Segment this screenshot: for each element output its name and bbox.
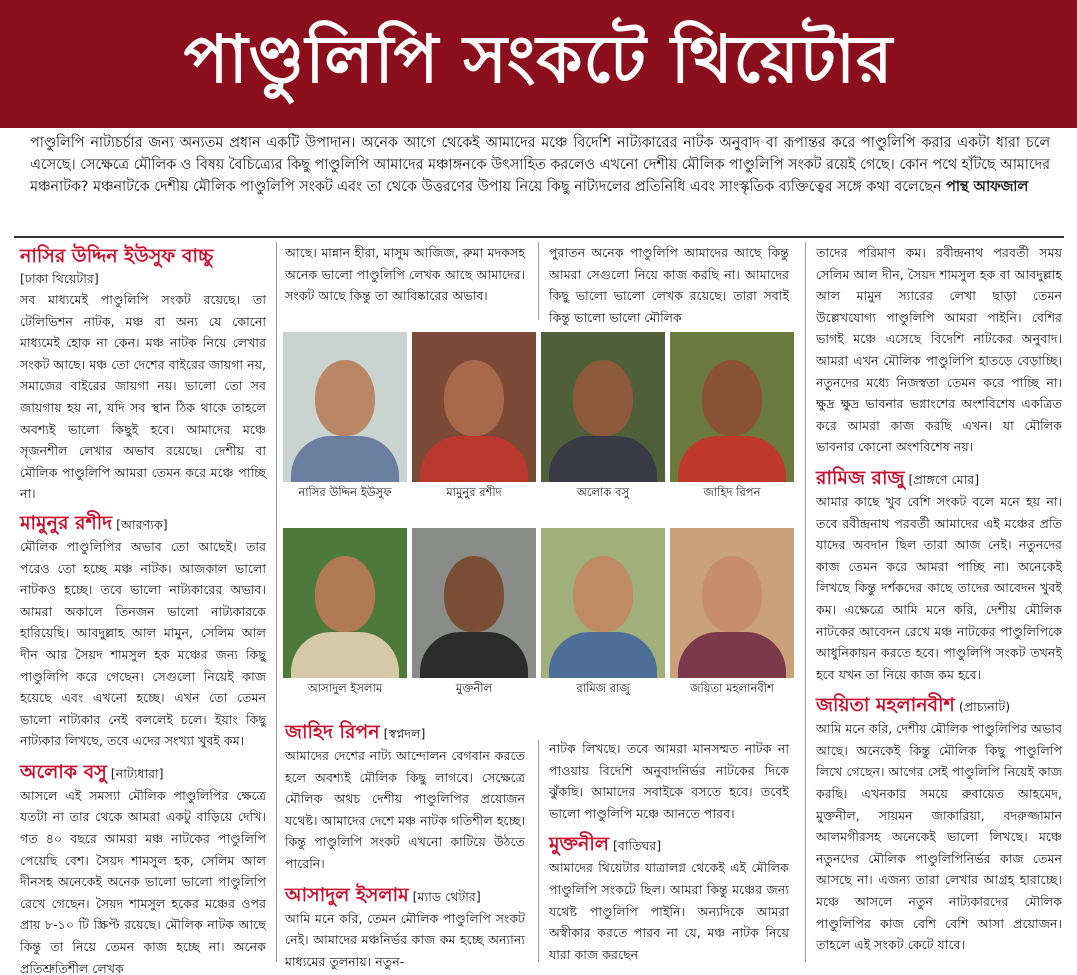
portrait-caption: অলোক বসু: [576, 485, 630, 499]
face-shape: [702, 360, 762, 436]
section-divider: [14, 236, 1064, 238]
column-divider: [276, 242, 277, 962]
face-shape: [315, 556, 375, 632]
face-shape: [444, 360, 504, 436]
interview-text-continued: নাটক লিখছে। তবে আমরা মানসম্মত নাটক না পাওয়ায় বিদেশি অনুবাদনির্ভর নাটকের দিকে ঝুঁকছি। আমাদের সবাইকে বসতে হবে। তবেই ভালো পাণ্ডুলিপি মঞ্চে আনতে পারব।: [549, 741, 789, 821]
organization-label: [প্রাঙ্গণে মোর]: [908, 471, 980, 487]
interview-heading: [549, 832, 789, 857]
interviewee-name: মুক্তনীল: [549, 833, 609, 856]
portrait-image: [670, 528, 794, 678]
torso-shape: [291, 632, 399, 678]
organization-label: [বাতিঘর]: [612, 838, 662, 854]
portrait-image: [541, 332, 665, 482]
torso-shape: [678, 436, 786, 482]
face-shape: [573, 360, 633, 436]
interview-heading: [285, 883, 525, 908]
column-3-lower: [549, 738, 789, 965]
interview-heading: [20, 760, 266, 785]
interview-text: আমাদের থিয়েটার যাত্রালগ্ন থেকেই এই মৌলিক পাণ্ডুলিপি সংকটে ছিল। আমরা কিন্তু মঞ্চের জন্য যথেষ্ট পাণ্ডুলিপি পাইনি। অন্যদিকে আমরা অস্বীকার করতে পারব না যে, মঞ্চ নাটক নিয়ে যারা কাজ করছেন: [549, 860, 789, 962]
interview-text: সব মাধ্যমেই পাণ্ডুলিপি সংকট রয়েছে। তা টেলিভিশন নাটক, মঞ্চ বা অন্য যে কোনো মাধ্যমেই হোক না কেন। মঞ্চ নাটক নিয়ে লেখার সংকট আছে। মঞ্চ তো দেশের বাইরের জায়গা নয়, সমাজের বাইরের জায়গা নয়। ভালো তো সব জায়গায় হয় না, যদি সব স্থান ঠিক থাকে তাহলে অবশ্যই ভালো কিছুই হবে। আমাদের মঞ্চে সৃজনশীল লেখার অভাব রয়েছে। দেশীয় বা মৌলিক পাণ্ডুলিপি আমরা তেমন করে মঞ্চে পাচ্ছি না।: [20, 292, 267, 502]
interview-text: আসলে এই সমস্যা মৌলিক পাণ্ডুলিপির ক্ষেত্রে যতটা না তার থেকে আমরা একটু বাড়িয়ে দেখি। গত ৪০ বছরে আমরা মঞ্চ নাটকের পাণ্ডুলিপি পেয়েছি বেশ। সৈয়দ শামসুল হক, সেলিম আল দীনসহ অনেকেই অনেক ভালো ভালো পাণ্ডুলিপি রেখে গেছেন। সৈয়দ শামসুল হকের মঞ্চের ওপর প্রায় ৮-১০ টি স্ক্রিপ্ট রয়েছে। মৌলিক নাটক আছে কিন্তু তা নিয়ে তেমন কাজ হচ্ছে না। অনেক প্রতিশ্রুতিশীল লেখক: [20, 787, 266, 975]
torso-shape: [420, 436, 528, 482]
interview-text: আমি মনে করি, তেমন মৌলিক পাণ্ডুলিপি সংকট নেই। আমাদের মঞ্চনির্ভর কাজ কম হচ্ছে অন্যান্য মাধ্যমের তুলনায়। নতুন-: [285, 910, 525, 969]
portrait: [541, 332, 665, 504]
column-2: [285, 242, 525, 307]
portrait: [412, 332, 536, 504]
intro-text: পাণ্ডুলিপি নাট্যচর্চার জন্য অন্যতম প্রধান একটি উপাদান। অনেক আগে থেকেই আমাদের মঞ্চে বিদেশি নাট্যকারের নাটক অনুবাদ বা রূপান্তর করে পাণ্ডুলিপি করার একটা ধারা চলে এসেছে। সেক্ষেত্রে মৌলিক ও বিষয় বৈচিত্র্যের কিছু পাণ্ডুলিপি আমাদের মঞ্চাঙ্গনকে উৎসাহিত করলেও এখনো দেশীয় মৌলিক পাণ্ডুলিপি সংকট রয়েই গেছে। কোন পথে হাঁটছে আমাদের মঞ্চনাটক? মঞ্চনাটকে দেশীয় মৌলিক পাণ্ডুলিপি সংকট এবং তা থেকে উত্তরণের উপায় নিয়ে কিছু নাট্যদলের প্রতিনিধি এবং সাংস্কৃতিক ব্যক্তিত্বের সঙ্গে কথা বলেছেন: [30, 135, 1050, 195]
column-divider: [538, 740, 539, 962]
interviewee-name: অলোক বসু: [20, 760, 107, 783]
interview-text: আমাদের দেশের নাট্য আন্দোলন বেগবান করতে হলে অবশ্যই মৌলিক কিছু লাগবে। সেক্ষেত্রে মৌলিক অথচ দেশীয় পাণ্ডুলিপির প্রয়োজন যথেষ্ট। আমাদের দেশে মঞ্চ নাটক গতিশীল হচ্ছে। কিন্তু পাণ্ডুলিপি সংকট এখনো কাটিয়ে উঠতে পারেনি।: [285, 748, 525, 871]
interview-text: আমার কাছে খুব বেশি সংকট বলে মনে হয় না। তবে রবীন্দ্রনাথ পরবর্তী আমাদের এই মঞ্চের প্রতি যাদের অবদান ছিল তারা আজ নেই। নতুনদের কাজ তেমন করে আমরা পাচ্ছি না। অনেকেই লিখছে কিন্তু দর্শকদের কাছে তাদের আবেদন খুবই কম। এক্ষেত্রে আমি মনে করি, দেশীয় মৌলিক নাটকের আবেদন রেখে মঞ্চ নাটকের পাণ্ডুলিপিকে আধুনিকায়ন করতে হবে। পাণ্ডুলিপি সংকট তখনই হবে যখন তা নিয়ে কাজ কম হবে।: [816, 493, 1062, 682]
portrait-image: [283, 332, 407, 482]
interview-heading: [20, 511, 266, 536]
face-shape: [573, 556, 633, 632]
organization-label: (প্রাচ্যনাট): [958, 699, 1011, 715]
portrait: [670, 332, 794, 504]
interviewee-name: রামিজ রাজু: [816, 466, 905, 489]
interviewee-name: জয়িতা মহলানবীশ: [816, 694, 955, 717]
face-shape: [315, 360, 375, 436]
interviewee-name: নাসির উদ্দিন ইউসুফ বাচ্চু: [20, 245, 214, 267]
torso-shape: [549, 436, 657, 482]
column-divider: [805, 242, 806, 962]
headline-banner: [0, 0, 1077, 128]
face-shape: [444, 556, 504, 632]
portrait-caption: জাহিদ রিপন: [703, 485, 761, 499]
portrait-caption: মুক্তনীল: [455, 681, 493, 695]
column-3: [549, 242, 789, 328]
portrait-image: [670, 332, 794, 482]
interview-text-continued: পুরাতন অনেক পাণ্ডুলিপি আমাদের আছে কিন্তু আমরা সেগুলো নিয়ে কাজ করছি না। আমাদের কিছু ভালো ভালো লেখক রয়েছে। তারা সবাই কিন্তু ভালো ভালো মৌলিক: [549, 245, 789, 325]
organization-label: [ম্যাড থেটার]: [412, 888, 481, 904]
portrait-image: [412, 528, 536, 678]
portrait: [283, 332, 407, 504]
torso-shape: [678, 632, 786, 678]
column-divider: [538, 242, 539, 320]
column-1: [20, 242, 266, 975]
torso-shape: [549, 632, 657, 678]
portrait-image: [283, 528, 407, 678]
portrait-caption: আসাদুল ইসলাম: [307, 681, 383, 695]
organization-label: [স্বপ্নদল]: [383, 726, 426, 741]
interview-heading: [20, 244, 266, 269]
portrait: [541, 528, 665, 700]
byline: পান্থ আফজাল: [946, 179, 1029, 195]
portrait-caption: মামুনুর রশীদ: [446, 485, 502, 499]
interviewee-name: জাহিদ রিপন: [285, 721, 380, 743]
column-2-lower: [285, 716, 525, 972]
portrait: [670, 528, 794, 700]
interview-text-continued: আছে। মান্নান হীরা, মাসুম আজিজ, রুমা মদকসহ অনেক ভালো পাণ্ডুলিপি লেখক আছে আমাদের। সংকট আছে কিন্তু তা আবিষ্কারের অভাব।: [285, 245, 525, 304]
portrait-grid: [283, 332, 797, 740]
organization-label: [ঢাকা থিয়েটার]: [20, 271, 99, 286]
interviewee-name: মামুনুর রশীদ: [20, 511, 113, 534]
interview-heading: [816, 693, 1062, 718]
torso-shape: [291, 436, 399, 482]
interview-text: আমি মনে করি, দেশীয় মৌলিক পাণ্ডুলিপির অভাব আছে। অনেকেই কিন্তু মৌলিক কিছু পাণ্ডুলিপি লিখে গেছেন। আগের সেই পাণ্ডুলিপি নিয়েই কাজ করছি। এখনকার সময়ে রুবায়েত আহমেদ, মুক্তনীল, সায়মন জাকারিয়া, বদরুজ্জামান আলমগীরসহ অনেকেই ভালো লিখছে। মঞ্চে নতুনদের মৌলিক পাণ্ডুলিপিনির্ভর কাজ তেমন আসছে না। এজন্য তারা লেখার আগ্রহ হারাচ্ছে। মঞ্চে আসলে নতুন নাট্যকারদের মৌলিক পাণ্ডুলিপির কাজ বেশি বেশি আসা প্রয়োজন। তাহলে এই সংকট কেটে যাবে।: [816, 721, 1062, 953]
interview-text: মৌলিক পাণ্ডুলিপির অভাব তো আছেই। তার পরেও তো হচ্ছে মঞ্চ নাটক। আজকাল ভালো নাটকও হচ্ছে। তবে ভালো নাট্যকারের অভাব। আমরা অকালে তিনজন ভালো নাট্যকারকে হারিয়েছি। আবদুল্লাহ আল মামুন, সেলিম আল দীন আর সৈয়দ শামসুল হক মঞ্চের জন্য কিছু পাণ্ডুলিপি করে গেছেন। সেগুলো নিয়েই কাজ হয়েছে এবং এখনো হচ্ছে। এখন তো তেমন ভালো নাট্যকার নেই বললেই চলে। ইয়াং কিছু নাট্যকার লিখছে, তবে এদের সংখ্যা খুবই কম।: [20, 538, 266, 749]
portrait-caption: নাসির উদ্দিন ইউসুফ: [298, 485, 392, 499]
portrait: [412, 528, 536, 700]
portrait-caption: রামিজ রাজু: [576, 681, 630, 695]
interview-text-continued: তাদের পরিমাণ কম। রবীন্দ্রনাথ পরবর্তী সময় সেলিম আল দীন, সৈয়দ শামসুল হক বা আবদুল্লাহ আল মামুন স্যারের লেখা ছাড়া তেমন উল্লেখযোগ্য পাণ্ডুলিপি আমরা পাইনি। বেশির ভাগই মঞ্চে এসেছে বিদেশি নাটকের অনুবাদ। আমরা এখন মৌলিক পাণ্ডুলিপি হাতড়ে বেড়াচ্ছি। নতুনদের মধ্যে নিজস্বতা তেমন করে পাচ্ছি না। ক্ষুদ্র ক্ষুদ্র ভাবনার ভগ্নাংশের অংশবিশেষ একত্রিত করে আমরা কাজ করছি এখন। যা মৌলিক ভাবনার কোনো অংশবিশেষ নয়।: [816, 245, 1062, 455]
portrait-caption: জয়িতা মহলানবীশ: [690, 681, 774, 695]
portrait-image: [541, 528, 665, 678]
face-shape: [702, 556, 762, 632]
torso-shape: [420, 632, 528, 678]
interviewee-name: আসাদুল ইসলাম: [285, 883, 409, 906]
portrait: [283, 528, 407, 700]
headline: পাণ্ডুলিপি সংকটে থিয়েটার: [183, 21, 894, 98]
column-4: [816, 242, 1062, 956]
intro-paragraph: [30, 132, 1050, 198]
portrait-image: [412, 332, 536, 482]
organization-label: [নাট্যধারা]: [110, 765, 164, 781]
organization-label: [আরণ্যক]: [116, 516, 168, 532]
interview-heading: [816, 466, 1062, 491]
